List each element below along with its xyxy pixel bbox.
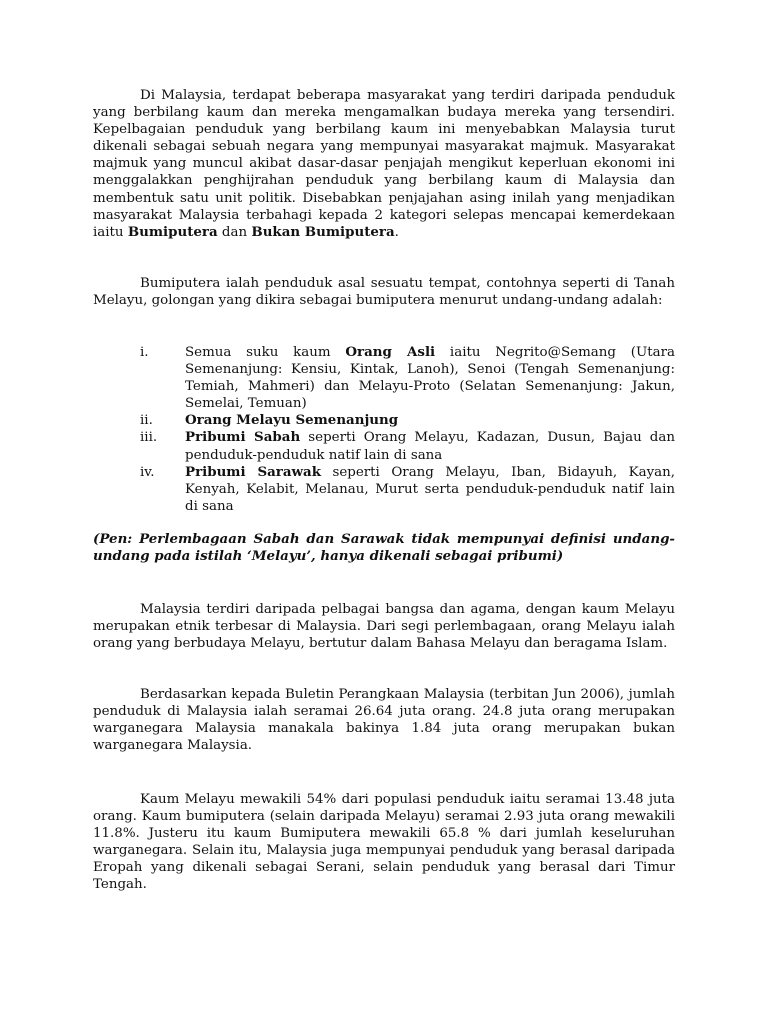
paragraph-4: Berdasarkan kepada Buletin Perangkaan Malaysia (terbitan Jun 2006), jumlah penduduk di Malaysia ialah seramai 26.64 juta orang. 24.8 juta orang merupakan warganegara Malaysia manakala bakinya 1.84 juta orang merupakan bukan warganegara Malaysia. bbox=[93, 687, 675, 754]
paragraph-3: Malaysia terdiri daripada pelbagai bangsa dan agama, dengan kaum Melayu merupakan etnik terbesar di Malaysia. Dari segi perlembagaan, orang Melayu ialah orang yang berbudaya Melayu, bertutur dalam Bahasa Melayu dan beragama Islam. bbox=[93, 602, 675, 652]
bumiputera-list bbox=[93, 344, 675, 515]
pen-note: (Pen: Perlembagaan Sabah dan Sarawak tidak mempunyai definisi undang-undang pada istilah ‘Melayu’, hanya dikenali sebagai pribumi) bbox=[93, 531, 675, 565]
paragraph-5: Kaum Melayu mewakili 54% dari populasi penduduk iaitu seramai 13.48 juta orang. Kaum bumiputera (selain daripada Melayu) seramai 2.93 juta orang mewakili 11.8%. Justeru itu kaum Bumiputera mewakili 65.8 % dari jumlah keseluruhan warganegara. Selain itu, Malaysia juga mempunyai penduduk yang berasal daripada Eropah yang dikenali sebagai Serani, selain penduduk yang berasal dari Timur Tengah. bbox=[93, 792, 675, 893]
bold-bukan-bumiputera: Bukan Bumiputera bbox=[251, 223, 395, 240]
list-item: iii. Pribumi Sabah seperti Orang Melayu, Kadazan, Dusun, Bajau dan penduduk-penduduk natif lain di sana bbox=[140, 429, 675, 463]
paragraph-2: Bumiputera ialah penduduk asal sesuatu tempat, contohnya seperti di Tanah Melayu, golongan yang dikira sebagai bumiputera menurut undang-undang adalah: bbox=[93, 276, 675, 309]
list-item: i. Semua suku kaum Orang Asli iaitu Negrito@Semang (Utara Semenanjung: Kensiu, Kintak, Lanoh), Senoi (Tengah Semenanjung: Temiah, Mahmeri) dan Melayu-Proto (Selatan Semenanjung: Jakun, Semelai, Temuan) bbox=[140, 344, 675, 412]
paragraph-1 bbox=[93, 87, 675, 241]
bold-bumiputera: Bumiputera bbox=[127, 223, 218, 240]
paragraph-1-text: Di Malaysia, terdapat beberapa masyarakat yang terdiri daripada penduduk yang berbilang kaum dan mereka mengamalkan budaya mereka yang tersendiri. Kepelbagaian penduduk yang berbilang kaum ini menyebabkan Malaysia turut dikenali sebagai sebuah negara yang mempunyai masyarakat majmuk. Masyarakat majmuk yang muncul akibat dasar-dasar penjajah mengikut keperluan ekonomi ini menggalakkan penghijrahan penduduk yang berbilang kaum di Malaysia dan membentuk satu unit politik. Disebabkan penjajahan asing inilah yang menjadikan masyarakat Malaysia terbahagi kepada 2 kategori selepas mencapai kemerdekaan iaitu Bumiputera dan Bukan Bumiputera. bbox=[93, 88, 675, 240]
list-item: iv. Pribumi Sarawak seperti Orang Melayu, Iban, Bidayuh, Kayan, Kenyah, Kelabit, Melanau, Murut serta penduduk-penduduk natif lain di sana bbox=[140, 463, 675, 514]
list-item: ii. Orang Melayu Semenanjung bbox=[140, 412, 399, 429]
